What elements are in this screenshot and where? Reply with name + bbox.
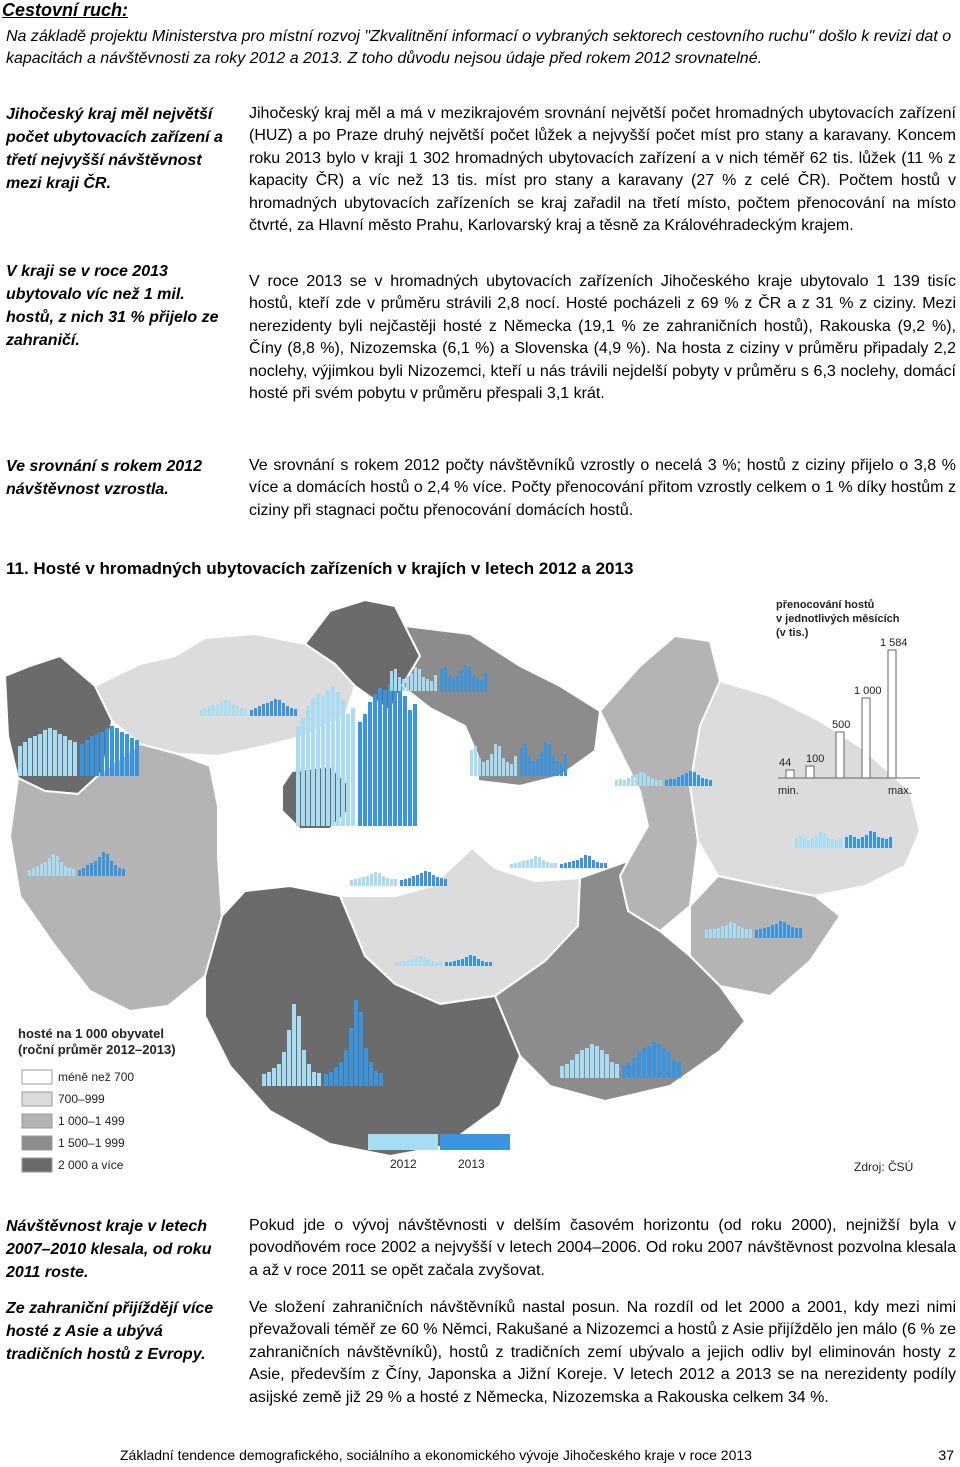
legend-label-4: 2 000 a více xyxy=(58,1158,124,1172)
paragraph-2: V roce 2013 se v hromadných ubytovacích zařízeních Jihočeského kraje ubytovalo 1 139 tisíc hostů, kteří zde v průměru strávili 2,8 nocí. Hosté pocházeli z 69 % z ČR a z 31 % z ciziny. Mezi nerezidenty byli nejčastěji hosté z Německa (19,1 % ze zahraničních hostů), Rakouska (9,2 %), Číny (8,8 %), Nizozemska (6,1 %) a Slovenska (4,9 %). Na hosta z ciziny v průměru připadaly 2,2 noclehy, výjimkou byli Nizozemci, kteří u nás trávili nejdelší pobyty v průměru s 6,3 noclehy, domácí hosté při svém pobytu v průměru přespali 3,1 krát. xyxy=(249,273,956,403)
size-bar-100 xyxy=(806,766,814,778)
side-note-3: Ve srovnání s rokem 2012 návštěvnost vzrostla. xyxy=(6,458,202,498)
size-max-label: max. xyxy=(888,785,912,797)
legend-swatch-2 xyxy=(22,1114,52,1128)
paragraph-4: Pokud jde o vývoj návštěvnosti v delším časovém horizontu (od roku 2000), nejnižší byla v povodňovém roce 2002 a nejvyšší v letech 2004–2006. Od roku 2007 návštěvnost pozvolna klesala a až v roce 2011 se opět začala zvyšovat. xyxy=(249,1217,956,1279)
side-note-2: V kraji se v roce 2013 ubytovalo víc než 1 mil. hostů, z nich 31 % přijelo ze zahraničí. xyxy=(6,263,219,349)
size-legend-title-line1: přenocování hostů xyxy=(776,599,875,611)
size-value-44: 44 xyxy=(779,757,792,769)
legend-swatch-0 xyxy=(22,1070,52,1084)
legend-title-line2: (roční průměr 2012–2013) xyxy=(18,1042,176,1057)
size-legend-title-line2: v jednotlivých měsících xyxy=(776,613,900,625)
side-note-5: Ze zahraniční přijíždějí více hosté z Asie a ubývá tradičních hostů z Evropy. xyxy=(6,1300,214,1363)
legend-title-line1: hosté na 1 000 obyvatel xyxy=(18,1026,164,1041)
page-number: 37 xyxy=(938,1447,954,1463)
footer-text: Základní tendence demografického, sociálního a ekonomického vývoje Jihočeského kraje v roce 2013 xyxy=(120,1447,752,1463)
series-swatch-2012 xyxy=(368,1134,438,1150)
side-note-4: Návštěvnost kraje v letech 2007–2010 klesala, od roku 2011 roste. xyxy=(6,1218,212,1281)
figure-title: 11. Hosté v hromadných ubytovacích zařízeních v krajích v letech 2012 a 2013 xyxy=(6,559,634,578)
size-value-1584: 1 584 xyxy=(880,637,908,649)
size-value-500: 500 xyxy=(832,719,851,731)
size-value-1000: 1 000 xyxy=(854,685,882,697)
paragraph-1: Jihočeský kraj měl a má v mezikrajovém srovnání největší počet hromadných ubytovacích zařízení (HUZ) a po Praze druhý největší počet lůžek a nejvyšší počet míst pro stany a karavany. Koncem roku 2013 bylo v kraji 1 302 hromadných ubytovacích zařízení a v nich téměř 62 tis. lůžek (11 % z kapacity ČR) a víc než 13 tis. míst pro stany a karavany (27 % z celé ČR). Počtem hostů v hromadných ubytovacích zařízeních se kraj zařadil na třetí místo, počtem přenocování na místo čtvrté, za Hlavní město Prahu, Karlovarský kraj a těsně za Královéhradeckým krajem. xyxy=(249,105,956,235)
paragraph-3: Ve srovnání s rokem 2012 počty návštěvníků vzrostly o necelá 3 %; hostů z ciziny přijelo o 3,8 % více a domácích hostů o 2,4 % více. Počty přenocování přitom vzrostly celkem o 1 % díky hostům z ciziny při stagnaci počtu přenocování domácích hostů. xyxy=(249,457,956,519)
legend-swatch-4 xyxy=(22,1158,52,1172)
series-swatch-2013 xyxy=(440,1134,510,1150)
region-map xyxy=(0,586,960,1186)
series-label-2012: 2012 xyxy=(390,1157,417,1171)
legend-label-3: 1 500–1 999 xyxy=(58,1136,125,1150)
size-bar-1000 xyxy=(862,698,870,778)
size-min-label: min. xyxy=(778,785,799,797)
size-bar-1584 xyxy=(888,650,896,778)
legend-swatch-1 xyxy=(22,1092,52,1106)
legend-swatch-3 xyxy=(22,1136,52,1150)
legend-label-0: méně než 700 xyxy=(58,1070,135,1084)
side-note-1: Jihočeský kraj měl největší počet ubytovacích zařízení a třetí nejvyšší návštěvnost mezi kraji ČR. xyxy=(6,106,223,192)
paragraph-5: Ve složení zahraničních návštěvníků nastal posun. Na rozdíl od let 2000 a 2001, kdy mezi nimi převažovali téměř ze 60 % Němci, Rakušané a Nizozemci a hostů z Asie přijíždělo jen málo (6 % ze zahraničních návštěvníků), hostů z tradičních zemí ubývalo a jejich odliv byl eliminován hosty z Asie, především z Číny, Japonska a Jižní Koreje. V letech 2012 a 2013 se na nerezidenty podíly asijské země již 29 % a hosté z Německa, Nizozemska a Rakouska celkem 34 %. xyxy=(249,1299,956,1406)
section-heading: Cestovní ruch: xyxy=(2,0,129,20)
source-note: Zdroj: ČSÚ xyxy=(854,1160,914,1174)
size-value-100: 100 xyxy=(806,753,825,765)
legend-label-2: 1 000–1 499 xyxy=(58,1114,125,1128)
size-bar-500 xyxy=(836,732,844,778)
size-bar-44 xyxy=(786,770,794,778)
intro-paragraph: Na základě projektu Ministerstva pro místní rozvoj "Zkvalitnění informací o vybraných sektorech cestovního ruchu" došlo k revizi dat o kapacitách a návštěvnosti za roky 2012 a 2013. Z toho důvodu nejsou údaje před rokem 2012 srovnatelné. xyxy=(6,28,952,67)
series-label-2013: 2013 xyxy=(458,1157,485,1171)
legend-label-1: 700–999 xyxy=(58,1092,105,1106)
size-legend-title-line3: (v tis.) xyxy=(776,627,809,639)
